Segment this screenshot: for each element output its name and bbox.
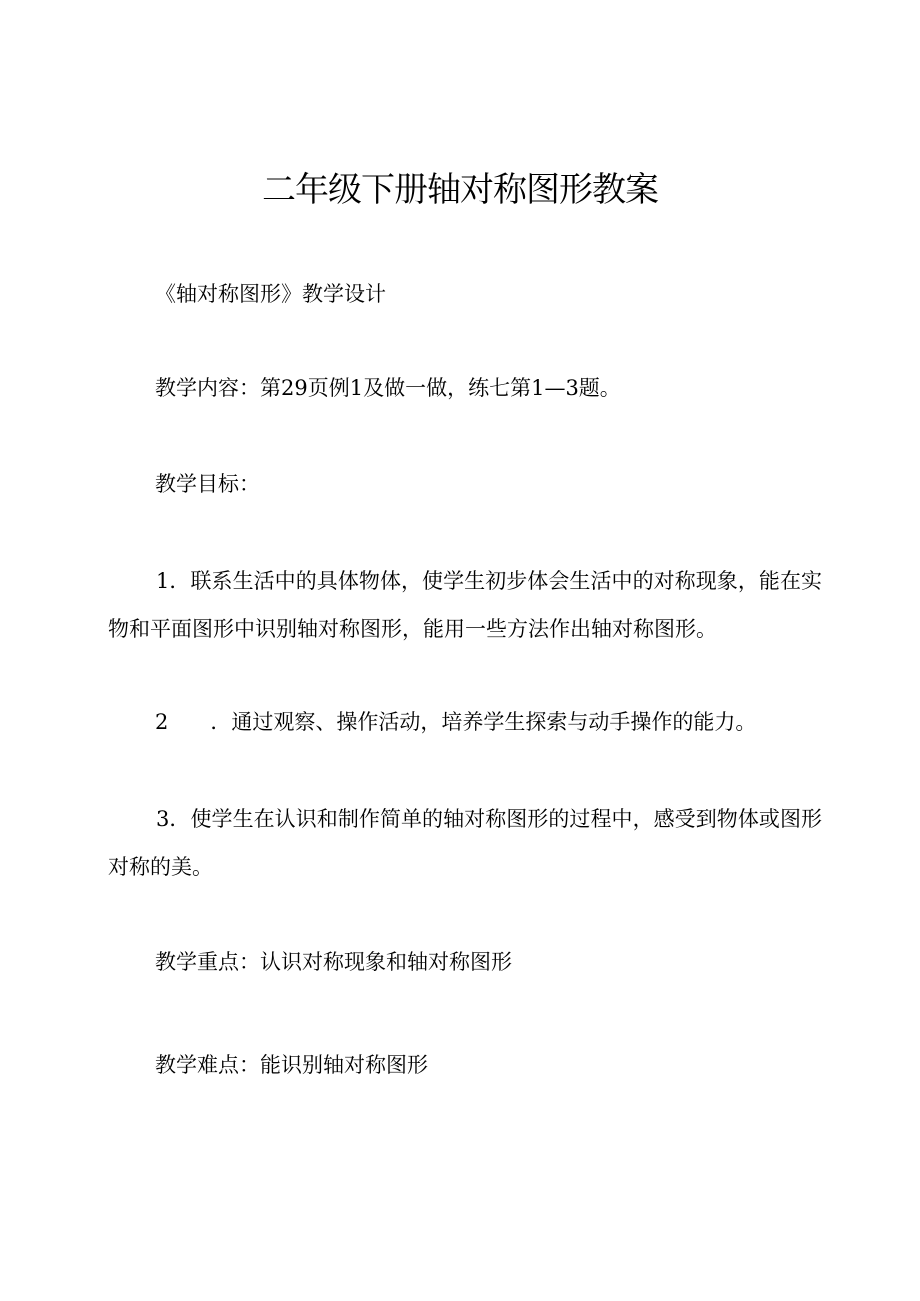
difficult-point: 教学难点：能识别轴对称图形 [155, 1053, 428, 1077]
subtitle: 《轴对称图形》教学设计 [155, 282, 386, 306]
key-point: 教学重点：认识对称现象和轴对称图形 [155, 950, 512, 974]
goal-item-1: 1．联系生活中的具体物体，使学生初步体会生活中的对称现象，能在实物和平面图形中识别轴对称图形，能用一些方法作出轴对称图形。 [108, 569, 822, 641]
goal-item-2: 2 ．通过观察、操作活动，培养学生探索与动手操作的能力。 [155, 710, 757, 734]
teaching-content: 教学内容：第29页例1及做一做，练七第1—3题。 [155, 376, 621, 400]
document-title: 二年级下册轴对称图形教案 [262, 170, 658, 210]
goal-item-3: 3．使学生在认识和制作简单的轴对称图形的过程中，感受到物体或图形对称的美。 [108, 807, 822, 879]
goals-heading: 教学目标： [155, 472, 260, 496]
